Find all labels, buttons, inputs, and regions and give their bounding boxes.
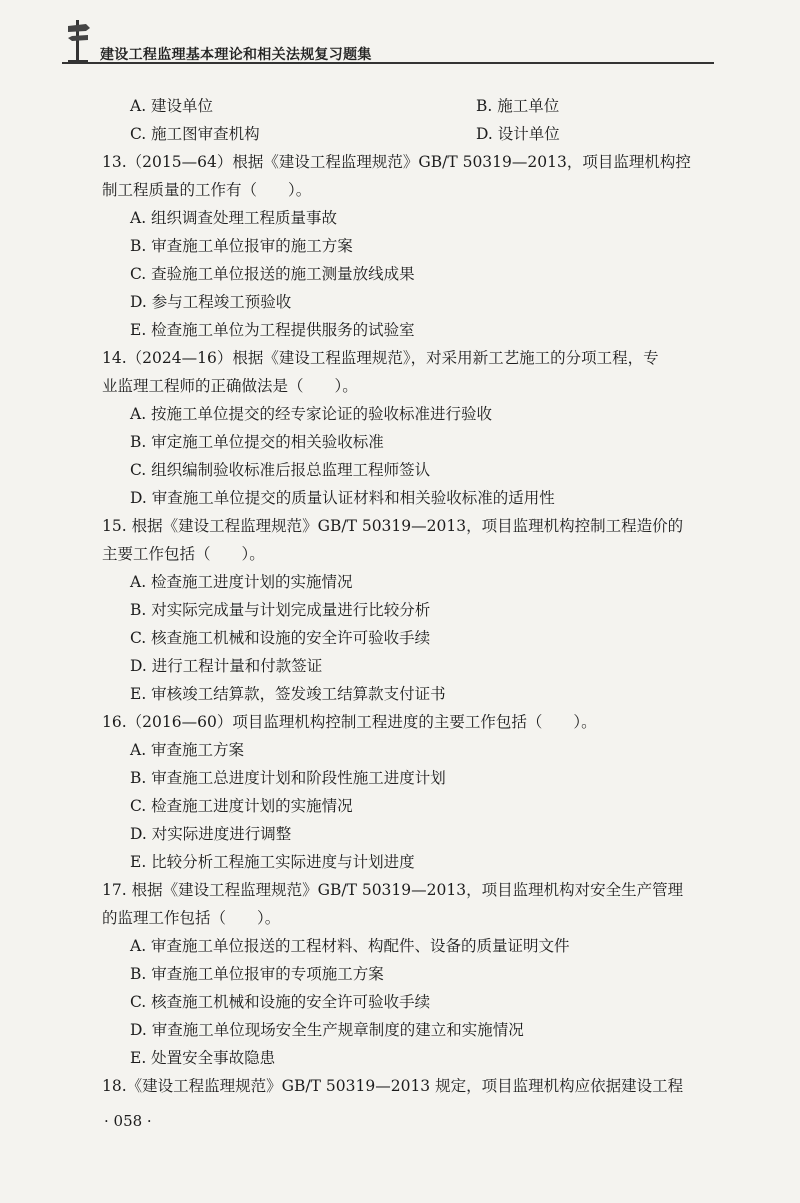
- question-text-continued: 主要工作包括（ ）。: [102, 545, 265, 563]
- option-text: B. 审查施工单位报审的专项施工方案: [130, 965, 384, 983]
- question-text: 18.《建设工程监理规范》GB/T 50319—2013 规定，项目监理机构应依据建设工程: [102, 1077, 684, 1095]
- question-list: [102, 92, 722, 1100]
- option-text: D. 设计单位: [476, 125, 560, 143]
- option-text: D. 参与工程竣工预验收: [130, 293, 292, 311]
- option-text: A. 组织调查处理工程质量事故: [130, 209, 338, 227]
- page-number: · 058 ·: [104, 1112, 152, 1130]
- option-text: B. 审查施工单位报审的施工方案: [130, 237, 353, 255]
- option-text: A. 建设单位: [130, 97, 214, 115]
- option-text: A. 审查施工方案: [130, 741, 245, 759]
- option-text: E. 比较分析工程施工实际进度与计划进度: [130, 853, 415, 871]
- option-text: C. 检查施工进度计划的实施情况: [130, 797, 353, 815]
- book-title: 建设工程监理基本理论和相关法规复习题集: [100, 47, 372, 63]
- option-text: A. 按施工单位提交的经专家论证的验收标准进行验收: [130, 405, 493, 423]
- question-text: 14.（2024—16）根据《建设工程监理规范》，对采用新工艺施工的分项工程，专: [102, 349, 659, 367]
- option-text: B. 施工单位: [476, 97, 560, 115]
- option-text: B. 审查施工总进度计划和阶段性施工进度计划: [130, 769, 446, 787]
- option-text: C. 核查施工机械和设施的安全许可验收手续: [130, 993, 431, 1011]
- header-rule: [62, 62, 714, 64]
- option-pair: [102, 120, 722, 148]
- question-text-continued: 的监理工作包括（ ）。: [102, 909, 281, 927]
- option-text: B. 对实际完成量与计划完成量进行比较分析: [130, 601, 431, 619]
- option-text: D. 对实际进度进行调整: [130, 825, 292, 843]
- option-text: D. 审查施工单位现场安全生产规章制度的建立和实施情况: [130, 1021, 524, 1039]
- question-text: 16.（2016—60）项目监理机构控制工程进度的主要工作包括（ ）。: [102, 713, 597, 731]
- option-text: B. 审定施工单位提交的相关验收标准: [130, 433, 384, 451]
- option-text: A. 审查施工单位报送的工程材料、构配件、设备的质量证明文件: [130, 937, 570, 955]
- option-text: A. 检查施工进度计划的实施情况: [130, 573, 353, 591]
- question-text-continued: 业监理工程师的正确做法是（ ）。: [102, 377, 358, 395]
- page-header: [62, 14, 722, 66]
- question-text: 17. 根据《建设工程监理规范》GB/T 50319—2013，项目监理机构对安全生产管理: [102, 881, 684, 899]
- option-text: C. 组织编制验收标准后报总监理工程师签认: [130, 461, 431, 479]
- option-text: C. 施工图审查机构: [130, 125, 260, 143]
- option-text: E. 审核竣工结算款，签发竣工结算款支付证书: [130, 685, 446, 703]
- question-text: 15. 根据《建设工程监理规范》GB/T 50319—2013，项目监理机构控制工程造价的: [102, 517, 684, 535]
- signpost-icon: [62, 16, 96, 66]
- option-pair: [102, 92, 722, 120]
- option-text: C. 核查施工机械和设施的安全许可验收手续: [130, 629, 431, 647]
- option-text: E. 处置安全事故隐患: [130, 1049, 276, 1067]
- option-text: E. 检查施工单位为工程提供服务的试验室: [130, 321, 415, 339]
- option-text: C. 查验施工单位报送的施工测量放线成果: [130, 265, 415, 283]
- option-text: D. 审查施工单位提交的质量认证材料和相关验收标准的适用性: [130, 489, 555, 507]
- option-text: D. 进行工程计量和付款签证: [130, 657, 323, 675]
- question-text: 13.（2015—64）根据《建设工程监理规范》GB/T 50319—2013，项目监理机构控: [102, 153, 691, 171]
- question-text-continued: 制工程质量的工作有（ ）。: [102, 181, 312, 199]
